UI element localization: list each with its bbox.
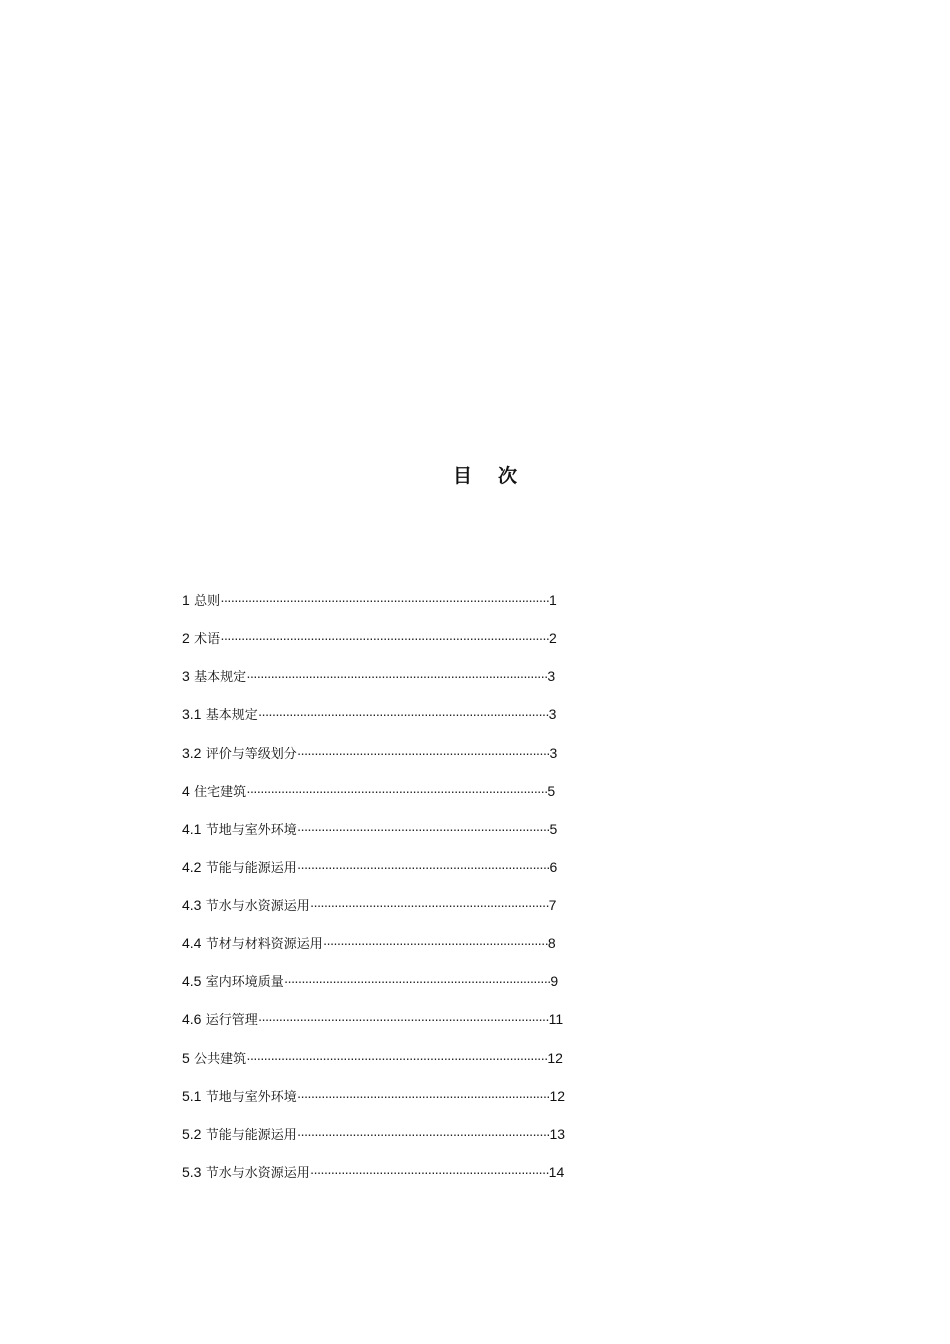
toc-entry-number: 5 (182, 1049, 190, 1066)
toc-entry-label: 评价与等级划分 (205, 746, 297, 762)
toc-entry-label: 节地与室外环境 (205, 822, 297, 838)
toc-entry[interactable] (182, 818, 602, 856)
toc-entry-leader-dots: ····································································· (309, 1163, 549, 1180)
toc-entry-leader-dots: ······················································································· (246, 1049, 548, 1066)
toc-entry-page-number: 12 (549, 1087, 566, 1104)
toc-entry-leader-dots: ···················································································· (257, 706, 549, 723)
toc-entry-label: 基本规定 (205, 708, 258, 724)
toc-entry[interactable] (182, 665, 602, 703)
toc-entry[interactable] (182, 932, 602, 970)
toc-entry-label: 节水与水资源运用 (205, 1165, 310, 1181)
toc-entry-number: 3 (182, 668, 190, 685)
toc-entry[interactable] (182, 742, 602, 780)
toc-entry-page-number: 1 (549, 592, 557, 608)
toc-entry-page-number: 11 (548, 1011, 564, 1028)
toc-entry-label: 运行管理 (205, 1013, 258, 1029)
toc-entry-number: 4.1 (182, 820, 202, 837)
toc-entry-leader-dots: ······················································································· (246, 668, 548, 685)
toc-entry-label: 节水与水资源运用 (205, 899, 310, 914)
toc-title (0, 464, 950, 488)
toc-entry-label: 节能与能源运用 (205, 860, 297, 876)
toc-entry[interactable] (182, 780, 602, 818)
toc-entry-label: 总则 (194, 594, 221, 609)
toc-entry[interactable] (182, 1123, 602, 1161)
toc-entry-leader-dots: ······························································································· (220, 592, 550, 608)
toc-entry-label: 节地与室外环境 (205, 1089, 297, 1105)
toc-entry-label: 室内环境质量 (205, 975, 284, 991)
toc-entry-leader-dots: ···················································································· (257, 1011, 549, 1028)
toc-list (182, 589, 602, 1199)
toc-entry-number: 2 (182, 630, 190, 647)
toc-entry-page-number: 6 (549, 858, 558, 875)
toc-entry-leader-dots: ································································· (322, 935, 548, 952)
toc-entry[interactable] (182, 970, 602, 1008)
toc-entry-page-number: 13 (549, 1125, 566, 1142)
toc-entry-label: 基本规定 (194, 670, 247, 686)
toc-entry-label: 节能与能源运用 (205, 1127, 297, 1143)
toc-title-left: 目 (452, 465, 472, 487)
toc-entry[interactable] (182, 894, 602, 932)
toc-entry[interactable] (182, 703, 602, 741)
toc-entry-number: 4.6 (182, 1011, 202, 1028)
toc-entry[interactable] (182, 589, 602, 627)
toc-entry-leader-dots: ········································································· (296, 820, 550, 837)
toc-entry-number: 3.2 (182, 744, 202, 761)
toc-entry-leader-dots: ············································································· (283, 973, 551, 990)
toc-entry-page-number: 3 (549, 744, 558, 761)
toc-entry-label: 术语 (194, 632, 221, 648)
toc-entry[interactable] (182, 627, 602, 665)
toc-entry-page-number: 12 (547, 1049, 563, 1066)
toc-entry-page-number: 8 (547, 935, 556, 952)
toc-entry-number: 4.3 (182, 897, 202, 913)
toc-entry-leader-dots: ····································································· (309, 897, 549, 913)
toc-entry-number: 5.1 (182, 1087, 202, 1104)
toc-entry-leader-dots: ········································································· (296, 744, 550, 761)
toc-entry-number: 4.5 (182, 973, 202, 990)
toc-entry-label: 节材与材料资源运用 (205, 937, 323, 953)
toc-entry-label: 公共建筑 (194, 1051, 247, 1067)
toc-entry-label: 住宅建筑 (194, 784, 247, 800)
toc-entry-number: 5.3 (182, 1163, 202, 1180)
toc-entry-number: 4 (182, 782, 190, 799)
toc-entry[interactable] (182, 1161, 602, 1199)
toc-entry-page-number: 3 (548, 706, 557, 723)
toc-entry-number: 4.4 (182, 935, 202, 952)
toc-title-right: 次 (498, 465, 518, 487)
toc-entry-page-number: 14 (548, 1163, 565, 1180)
toc-entry-number: 1 (182, 592, 190, 608)
toc-entry-page-number: 9 (550, 973, 559, 990)
toc-entry-number: 5.2 (182, 1125, 202, 1142)
toc-entry-page-number: 2 (549, 630, 557, 647)
toc-entry-page-number: 3 (547, 668, 556, 685)
toc-entry[interactable] (182, 856, 602, 894)
toc-entry-page-number: 5 (549, 820, 558, 837)
toc-entry-leader-dots: ········································································· (296, 858, 550, 875)
toc-entry-number: 3.1 (182, 706, 202, 723)
toc-entry[interactable] (182, 1008, 602, 1046)
toc-entry[interactable] (182, 1047, 602, 1085)
toc-entry-number: 4.2 (182, 858, 202, 875)
toc-entry-leader-dots: ······························································································· (220, 630, 550, 647)
toc-entry-page-number: 7 (548, 897, 557, 913)
toc-entry-page-number: 5 (547, 782, 556, 799)
toc-entry-leader-dots: ······················································································· (246, 782, 548, 799)
toc-entry-leader-dots: ········································································· (296, 1125, 550, 1142)
toc-entry[interactable] (182, 1085, 602, 1123)
toc-entry-leader-dots: ········································································· (296, 1087, 550, 1104)
